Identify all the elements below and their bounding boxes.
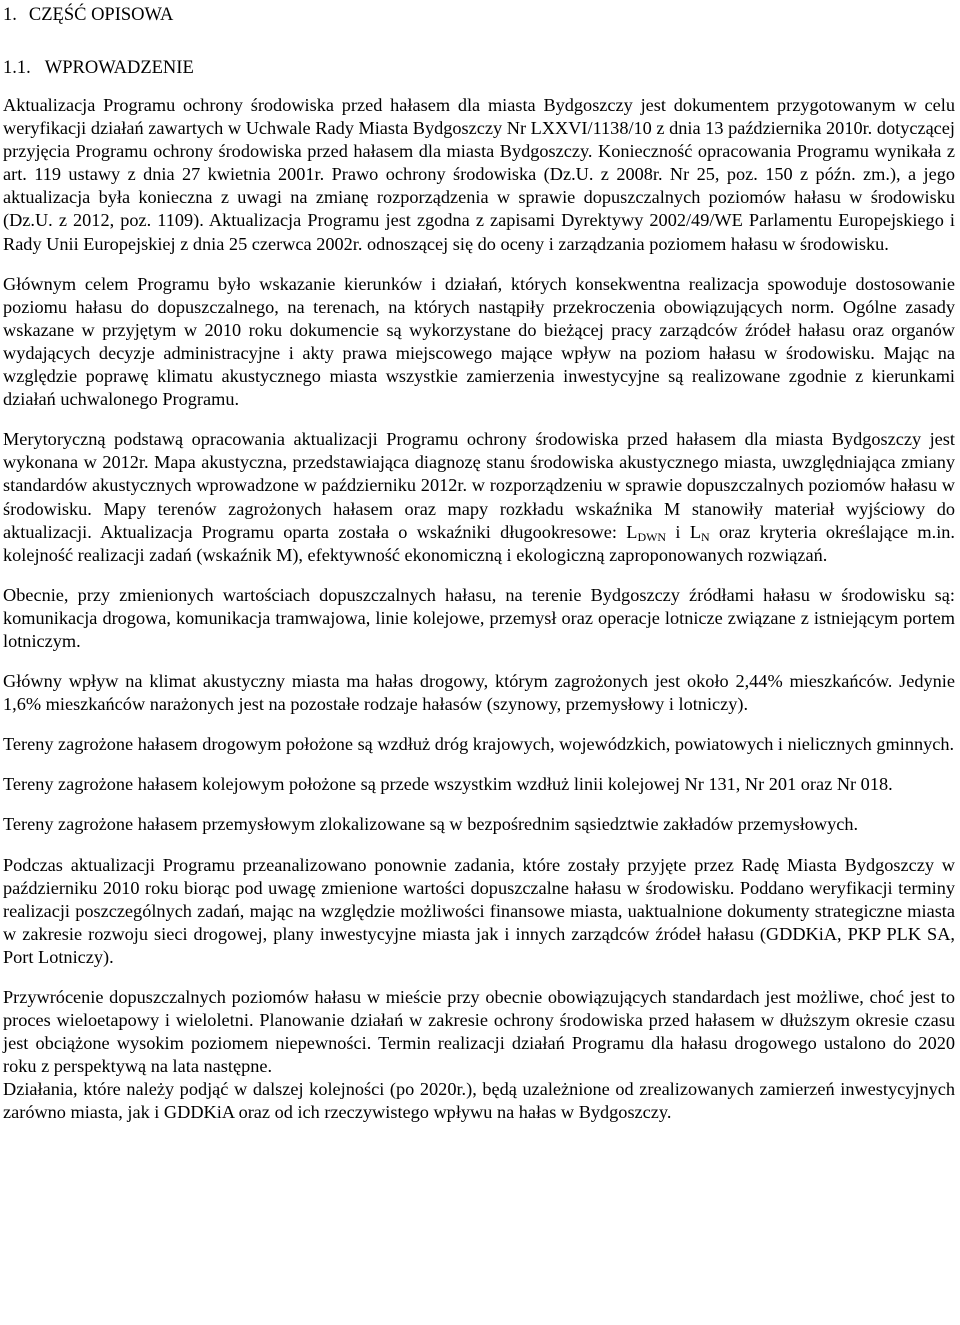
paragraph-restoration: Przywrócenie dopuszczalnych poziomów hałasu w mieście przy obecnie obowiązujących standardach jest możliwe, choć jest to proces wieloetapowy i wieloletni. Planowanie działań w zakresie ochrony środowiska przed hałasem w dłuższym okresie czasu jest obciążone wysokim poziomem niepewności. Termin realizacji działań Programu dla hałasu drogowego ustalono do 2020 roku z perspektywą na lata następne. (3, 987, 955, 1077)
paragraph-rail-noise-areas: Tereny zagrożone hałasem kolejowym położone są przede wszystkim wzdłuż linii kolejowej Nr 131, Nr 201 oraz Nr 018. (3, 774, 893, 795)
paragraph-basis-text-a: Merytoryczną podstawą opracowania aktualizacji Programu ochrony środowiska przed hałasem dla miasta Bydgoszczy jest wykonana w 2012r. Mapa akustyczna, przedstawiająca diagnozę stanu środowiska akustycznego miasta, uwzględniająca zmiany standardów akustycznych wprowadzone w październiku 2012r. w rozporządzeniu w sprawie dopuszczalnych poziomów hałasu w środowisku. Mapy terenów zagrożonych hałasem oraz mapy rozkładu wskaźnika M stanowiły materiał wyjściowy do aktualizacji. Aktualizacja Programu oparta została o wskaźniki długookresowe: L (3, 429, 955, 542)
chapter-number: 1. (3, 5, 17, 25)
paragraph-road-noise-impact: Główny wpływ na klimat akustyczny miasta ma hałas drogowy, którym zagrożonych jest około 2,44% mieszkańców. Jedynie 1,6% mieszkańców narażonych jest na pozostałe rodzaje hałasów (szynowy, przemysłowy i lotniczy). (3, 671, 955, 715)
subscript-dwn: DWN (637, 529, 667, 544)
chapter-heading (3, 0, 955, 26)
paragraph-introduction: Aktualizacja Programu ochrony środowiska przed hałasem dla miasta Bydgoszczy jest dokumentem przygotowanym w celu weryfikacji działań zawartych w Uchwale Rady Miasta Bydgoszczy Nr LXXVI/1138/10 z dnia 13 października 2010r. dotyczącej przyjęcia Programu ochrony środowiska przed hałasem dla miasta Bydgoszczy. Konieczność opracowania Programu wynikała z art. 119 ustawy z dnia 27 kwietnia 2001r. Prawo ochrony środowiska (Dz.U. z 2008r. Nr 25, poz. 150 z późn. zm.), a jego aktualizacja była konieczna z uwagi na zmianę rozporządzenia w sprawie dopuszczalnych poziomów hałasu w środowisku (Dz.U. z 2012, poz. 1109). Aktualizacja Programu jest zgodna z zapisami Dyrektywy 2002/49/WE Parlamentu Europejskiego i Rady Unii Europejskiej z dnia 25 czerwca 2002r. odnoszącej się do oceny i zarządzania poziomem hałasu w środowisku. (3, 95, 955, 254)
section-heading (3, 26, 955, 79)
paragraph-basis-text-b: i L (666, 521, 701, 542)
paragraph-update-analysis: Podczas aktualizacji Programu przeanalizowano ponownie zadania, które zostały przyjęte przez Radę Miasta Bydgoszczy w październiku 2010 roku biorąc pod uwagę zmienione wartości dopuszczalne hałasu w środowisku. Poddano weryfikacji terminy realizacji poszczególnych zadań, mając na względzie możliwości finansowe miasta, uaktualnione dokumenty strategiczne miasta w zakresie rozwoju sieci drogowej, plany inwestycyjne miasta jak i innych zarządców źródeł hałasu (GDDKiA, PKP PLK SA, Port Lotniczy). (3, 854, 955, 967)
paragraph-main-goal: Głównym celem Programu było wskazanie kierunków i działań, których konsekwentna realizacja spowoduje dostosowanie poziomu hałasu do dopuszczalnego, na terenach, na których nastąpiły przekroczenia obowiązujących norm. Ogólne zasady wskazane w przyjętym w 2010 roku dokumencie są wykorzystane do bieżącej pracy zarządców źródeł hałasu oraz organów wydających decyzje administracyjne i akty prawa miejscowego mające wpływ na poziom hałasu w środowisku. Mając na względzie poprawę klimatu akustycznego miasta wszystkie zamierzenia inwestycyjne są realizowane zgodnie z kierunkami działań uchwalonego Programu. (3, 273, 955, 410)
paragraph-industrial-noise-areas: Tereny zagrożone hałasem przemysłowym zlokalizowane są w bezpośrednim sąsiedztwie zakładów przemysłowych. (3, 814, 859, 835)
paragraph-basis-text-c: oraz kryteria określające m.in. kolejność realizacji zadań (wskaźnik M), efektywność ekonomiczną i ekologiczną zaproponowanych rozwiązań. (3, 521, 956, 565)
section-number: 1.1. (3, 58, 31, 78)
paragraph-road-noise-areas: Tereny zagrożone hałasem drogowym położone są wzdłuż dróg krajowych, wojewódzkich, powiatowych i nielicznych gminnych. (3, 734, 955, 755)
paragraph-basis (3, 428, 955, 567)
paragraph-noise-sources: Obecnie, przy zmienionych wartościach dopuszczalnych hałasu, na terenie Bydgoszczy źródłami hałasu w środowisku są: komunikacja drogowa, komunikacja tramwajowa, linie kolejowe, przemysł oraz operacje lotnicze związane z istniejącym portem lotniczym. (3, 584, 955, 651)
section-title: WPROWADZENIE (44, 58, 194, 78)
subscript-n: N (700, 529, 710, 544)
paragraph-further-actions: Działania, które należy podjąć w dalszej kolejności (po 2020r.), będą uzależnione od zrealizowanych zamierzeń inwestycyjnych zarówno miasta, jak i GDDKiA oraz od ich rzeczywistego wpływu na hałas w Bydgoszczy. (3, 1079, 955, 1123)
chapter-title: CZĘŚĆ OPISOWA (28, 5, 174, 25)
